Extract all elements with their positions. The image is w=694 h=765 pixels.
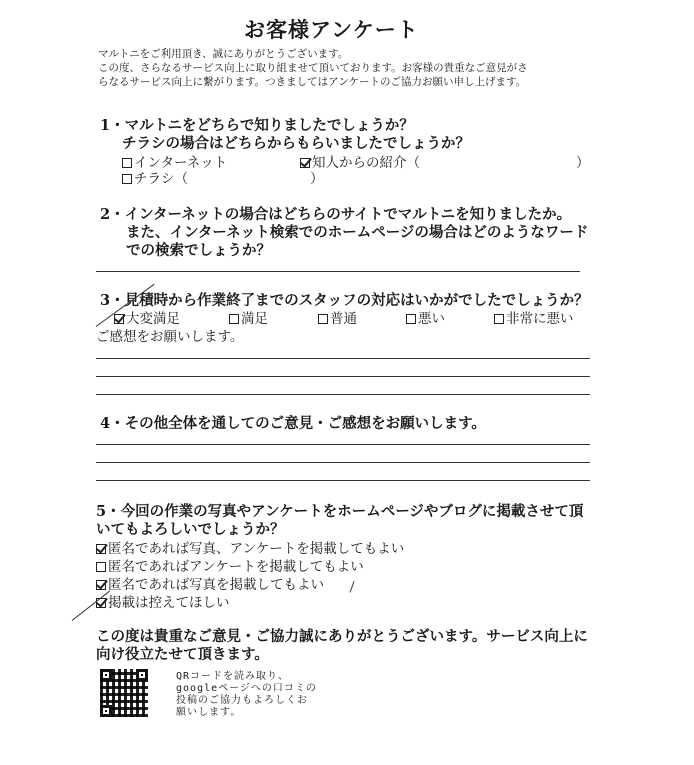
checkbox-checked-icon[interactable] [300, 158, 310, 168]
qr-instructions-3: 投稿のご協力もよろしくお [176, 695, 308, 706]
q1-flyer-close: ） [310, 171, 324, 187]
checkbox-icon[interactable] [229, 314, 239, 324]
q3-option-bad[interactable] [406, 307, 445, 327]
q5-option-label: 匿名であれば写真を掲載してもよい [108, 577, 324, 593]
answer-line[interactable] [96, 271, 580, 272]
qr-finder-icon [100, 705, 112, 717]
q1-option-flyer[interactable] [122, 167, 188, 187]
intro-line-2: この度、さらなるサービス向上に取り組ませて頂いております。お客様の貴重なご意見がさ [98, 62, 528, 74]
qr-instructions-4: 願いします。 [176, 707, 242, 718]
q3-option-label: 大変満足 [126, 311, 180, 327]
checkbox-checked-icon[interactable] [96, 580, 106, 590]
q3-option-very-bad[interactable] [494, 307, 574, 327]
q3-option-label: 普通 [330, 311, 357, 327]
qr-instructions-2: googleページへの口コミの [176, 683, 317, 694]
q5-option-label: 掲載は控えてほしい [108, 595, 230, 611]
answer-line[interactable] [96, 462, 590, 463]
qr-instructions-1: QRコードを読み取り、 [176, 671, 290, 682]
closing-line-1: この度は貴重なご意見・ご協力誠にありがとうございます。サービス向上に [96, 628, 588, 645]
checkbox-checked-icon[interactable] [96, 544, 106, 554]
q1-option-label: インターネット [134, 155, 228, 171]
checkbox-icon[interactable] [494, 314, 504, 324]
checkbox-checked-icon[interactable] [114, 314, 124, 324]
q1-subheading: チラシの場合はどちらからもらいましたでしょうか？ [122, 135, 470, 152]
checkbox-icon[interactable] [318, 314, 328, 324]
intro-line-1: マルトニをご利用頂き、誠にありがとうございます。 [98, 48, 349, 60]
q5-option-survey-only[interactable] [96, 555, 364, 575]
qr-finder-icon [100, 669, 112, 681]
intro-line-3: らなるサービス向上に繋がります。つきましてはアンケートのご協力お願い申し上げます。 [98, 76, 527, 88]
q2-line-2: また、インターネット検索でのホームページの場合はどのようなワード [126, 224, 589, 241]
q1-referral-close: ） [576, 155, 590, 171]
answer-line[interactable] [96, 394, 590, 395]
checkbox-icon[interactable] [406, 314, 416, 324]
q5-option-photo-and-survey[interactable] [96, 537, 404, 557]
qr-finder-icon [136, 669, 148, 681]
q3-option-label: 満足 [241, 311, 268, 327]
q5-heading: 5・今回の作業の写真やアンケートをホームページやブログに掲載させて頂 [96, 503, 584, 520]
q3-option-label: 悪い [418, 311, 445, 327]
q2-heading: 2・インターネットの場合はどちらのサイトでマルトニを知りましたか。 [100, 206, 572, 223]
checkbox-icon[interactable] [96, 562, 106, 572]
answer-line[interactable] [96, 444, 590, 445]
q2-line-3: での検索でしょうか？ [126, 242, 271, 259]
answer-line[interactable] [96, 358, 590, 359]
answer-line[interactable] [96, 480, 590, 481]
answer-line[interactable] [96, 376, 590, 377]
q5-option-decline[interactable] [96, 591, 230, 611]
q5-option-label: 匿名であれば写真、アンケートを掲載してもよい [108, 541, 405, 557]
q1-option-label: 知人からの紹介（ [312, 155, 420, 171]
q5-option-photo-only[interactable] [96, 573, 324, 593]
q1-heading: 1・マルトニをどちらで知りましたでしょうか？ [100, 117, 414, 134]
q3-option-very-satisfied[interactable] [114, 307, 180, 327]
q3-option-normal[interactable] [318, 307, 357, 327]
q3-option-satisfied[interactable] [229, 307, 268, 327]
q5-line-2: いてもよろしいでしょうか？ [96, 521, 285, 538]
closing-line-2: 向け役立たせて頂きます。 [96, 646, 269, 663]
q5-option-label: 匿名であればアンケートを掲載してもよい [108, 559, 364, 575]
q4-heading: 4・その他全体を通してのご意見・ご感想をお願いします。 [100, 415, 486, 432]
qr-code[interactable] [100, 669, 148, 717]
q1-option-label: チラシ（ [134, 171, 188, 187]
q3-comment-prompt: ご感想をお願いします。 [96, 329, 244, 345]
q3-heading: 3・見積時から作業終了までのスタッフの対応はいかがでしたでしょうか？ [100, 292, 589, 309]
pen-stroke [350, 581, 355, 593]
q3-option-label: 非常に悪い [506, 311, 574, 327]
page-title: お客様アンケート [244, 17, 419, 42]
checkbox-icon[interactable] [122, 174, 132, 184]
